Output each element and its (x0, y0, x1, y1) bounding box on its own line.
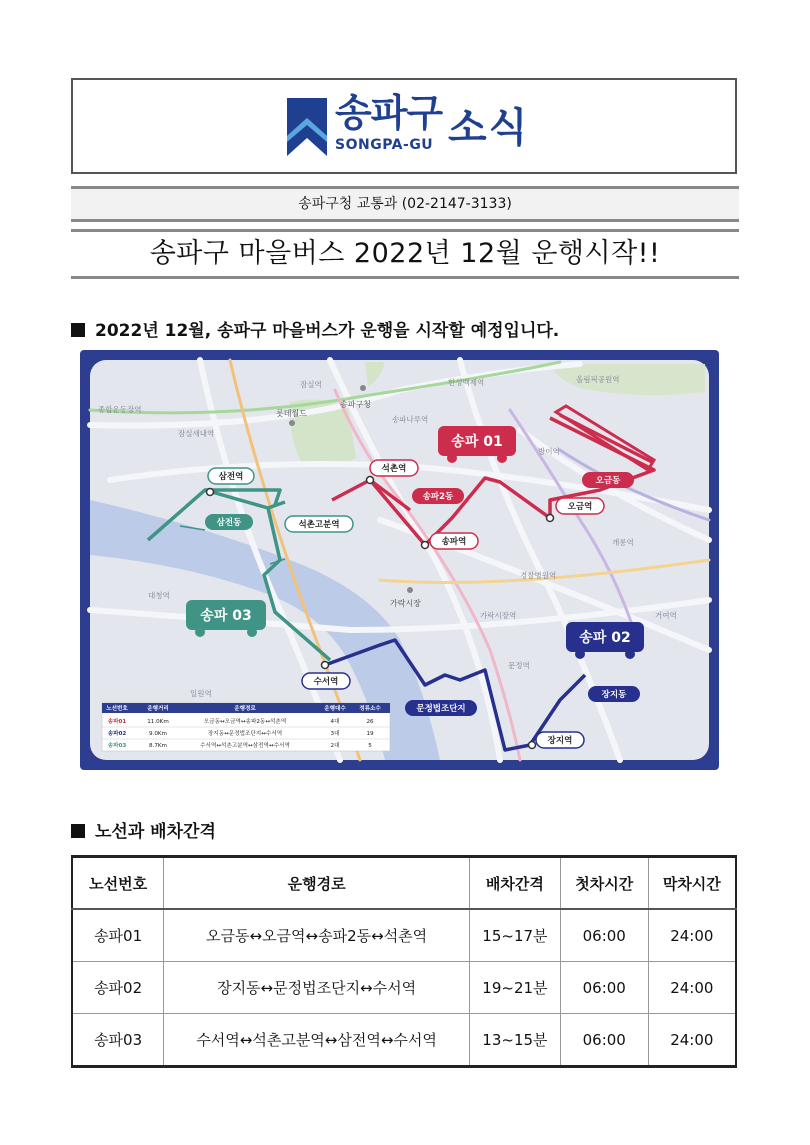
table-cell: 24:00 (648, 1014, 736, 1067)
stop-label-samjeon-dong (205, 514, 253, 530)
legend-cell: 오금동↔오금역↔송파2동↔석촌역 (203, 719, 287, 725)
logo-korean: 송파구 (335, 91, 443, 135)
stop-label-samjeon (208, 468, 254, 484)
svg-text:삼전동: 삼전동 (216, 518, 242, 528)
map-place-label: 가락시장 (390, 599, 421, 608)
table-header-row (72, 857, 736, 910)
legend-cell: 19 (366, 731, 374, 737)
map-place-label: 잠실새내역 (178, 429, 215, 438)
stop-label-songpa2dong (412, 488, 464, 504)
map-place-label: 거여역 (655, 611, 677, 620)
legend-cell: 4대 (330, 719, 340, 725)
legend-cell: 5 (368, 743, 372, 749)
table-cell: 송파03 (72, 1014, 164, 1067)
svg-text:송파 02: 송파 02 (579, 630, 631, 646)
table-row (72, 962, 736, 1014)
svg-text:수서역: 수서역 (313, 677, 339, 687)
svg-text:문정법조단지: 문정법조단지 (416, 704, 466, 714)
legend-cell: 26 (366, 719, 374, 725)
svg-text:송파 01: 송파 01 (451, 434, 503, 450)
legend-cell: 8.7Km (148, 743, 168, 749)
table-cell: 오금동↔오금역↔송파2동↔석촌역 (164, 909, 470, 962)
header-title: 소식 (448, 105, 530, 151)
square-bullet-icon (71, 824, 85, 838)
svg-text:송파 03: 송파 03 (200, 608, 252, 624)
map-pin-icon (289, 420, 295, 426)
column-header: 운행경로 (164, 857, 470, 910)
svg-text:오금역: 오금역 (567, 502, 593, 512)
legend-header: 노선번호 (106, 706, 128, 712)
songpa-logo-icon (287, 98, 327, 156)
legend-cell: 11.0Km (147, 719, 169, 725)
map-place-label: 올림픽공원역 (576, 375, 620, 384)
stop-label-jangji-stn (536, 732, 584, 748)
svg-text:석촌고분역: 석촌고분역 (298, 520, 340, 530)
legend-cell: 2대 (330, 743, 340, 749)
table-row (72, 1014, 736, 1067)
stop-label-songpa-stn (430, 533, 478, 549)
map-legend-table (102, 703, 390, 751)
page-title: 송파구 마을버스 2022년 12월 운행시작!! (71, 229, 739, 279)
section-heading-announcement: 2022년 12월, 송파구 마을버스가 운행을 시작할 예정입니다. (71, 323, 559, 340)
table-cell: 장지동↔문정법조단지↔수서역 (164, 962, 470, 1014)
stop-marker-icon (207, 489, 214, 496)
stop-label-ogeum-stn (556, 498, 604, 514)
map-place-label: 경찰병원역 (520, 571, 557, 580)
table-cell: 06:00 (560, 1014, 648, 1067)
table-cell: 13~15분 (470, 1014, 561, 1067)
column-header: 막차시간 (648, 857, 736, 910)
svg-text:송파2동: 송파2동 (422, 492, 454, 502)
map-pin-icon (360, 385, 366, 391)
map-place-label: 롯데월드 (276, 409, 307, 418)
legend-cell: 3대 (330, 731, 340, 737)
map-place-label: 한성백제역 (448, 378, 485, 387)
table-cell: 06:00 (560, 909, 648, 962)
map-place-label: 대청역 (148, 591, 170, 600)
stop-marker-icon (422, 542, 429, 549)
legend-cell: 수서역↔석촌고분역↔삼전역↔수서역 (200, 743, 290, 749)
legend-cell: 송파03 (107, 743, 127, 749)
legend-cell: 송파01 (107, 719, 127, 725)
table-cell: 15~17분 (470, 909, 561, 962)
stop-marker-icon (547, 515, 554, 522)
map-place-label: 문정역 (508, 661, 530, 670)
map-place-label: 잠실역 (300, 380, 322, 389)
column-header: 배차간격 (470, 857, 561, 910)
stop-label-seokchon (370, 460, 418, 476)
stop-label-jangji-dong (588, 686, 640, 702)
stop-marker-icon (529, 742, 536, 749)
table-cell: 송파02 (72, 962, 164, 1014)
table-cell: 19~21분 (470, 962, 561, 1014)
legend-cell: 장지동↔문정법조단지↔수서역 (207, 731, 283, 737)
legend-cell: 송파02 (107, 731, 127, 737)
legend-header: 정류소수 (359, 706, 381, 712)
stop-label-seokchon-gobun (285, 516, 353, 532)
table-cell: 24:00 (648, 962, 736, 1014)
map-place-label: 송파나루역 (392, 415, 429, 424)
newsletter-header (71, 78, 737, 174)
stop-label-suseo (302, 673, 350, 689)
column-header: 노선번호 (72, 857, 164, 910)
map-place-label: 일원역 (190, 689, 212, 698)
table-cell: 송파01 (72, 909, 164, 962)
legend-header: 운행대수 (324, 706, 346, 712)
stop-label-munjeong-law (405, 700, 477, 716)
map-place-label: 가락시장역 (480, 611, 517, 620)
legend-cell: 9.0Km (148, 731, 168, 737)
svg-text:장지역: 장지역 (547, 736, 573, 746)
table-row (72, 909, 736, 962)
map-place-label: 종합운동장역 (98, 405, 142, 414)
svg-text:석촌역: 석촌역 (381, 464, 407, 474)
square-bullet-icon (71, 323, 85, 337)
stop-label-ogeum-dong (582, 472, 634, 488)
legend-header: 운행경로 (234, 706, 256, 712)
route-schedule-table (71, 855, 737, 1068)
route-map (80, 350, 719, 770)
table-cell: 수서역↔석촌고분역↔삼전역↔수서역 (164, 1014, 470, 1067)
svg-text:오금동: 오금동 (595, 476, 621, 486)
table-cell: 24:00 (648, 909, 736, 962)
svg-text:장지동: 장지동 (601, 690, 627, 700)
stop-marker-icon (367, 477, 374, 484)
stop-marker-icon (322, 662, 329, 669)
svg-text:삼전역: 삼전역 (218, 472, 244, 482)
legend-header: 운행거리 (147, 706, 169, 712)
svg-text:송파역: 송파역 (441, 537, 467, 547)
logo-english: SONGPA-GU (335, 137, 434, 153)
department-contact: 송파구청 교통과 (02-2147-3133) (71, 186, 739, 222)
map-place-label: 개롱역 (612, 538, 634, 547)
column-header: 첫차시간 (560, 857, 648, 910)
section-heading-routes: 노선과 배차간격 (71, 824, 216, 841)
map-place-label: 송파구청 (340, 400, 371, 409)
map-place-label: 방이역 (538, 447, 560, 456)
map-pin-icon (407, 587, 413, 593)
table-cell: 06:00 (560, 962, 648, 1014)
